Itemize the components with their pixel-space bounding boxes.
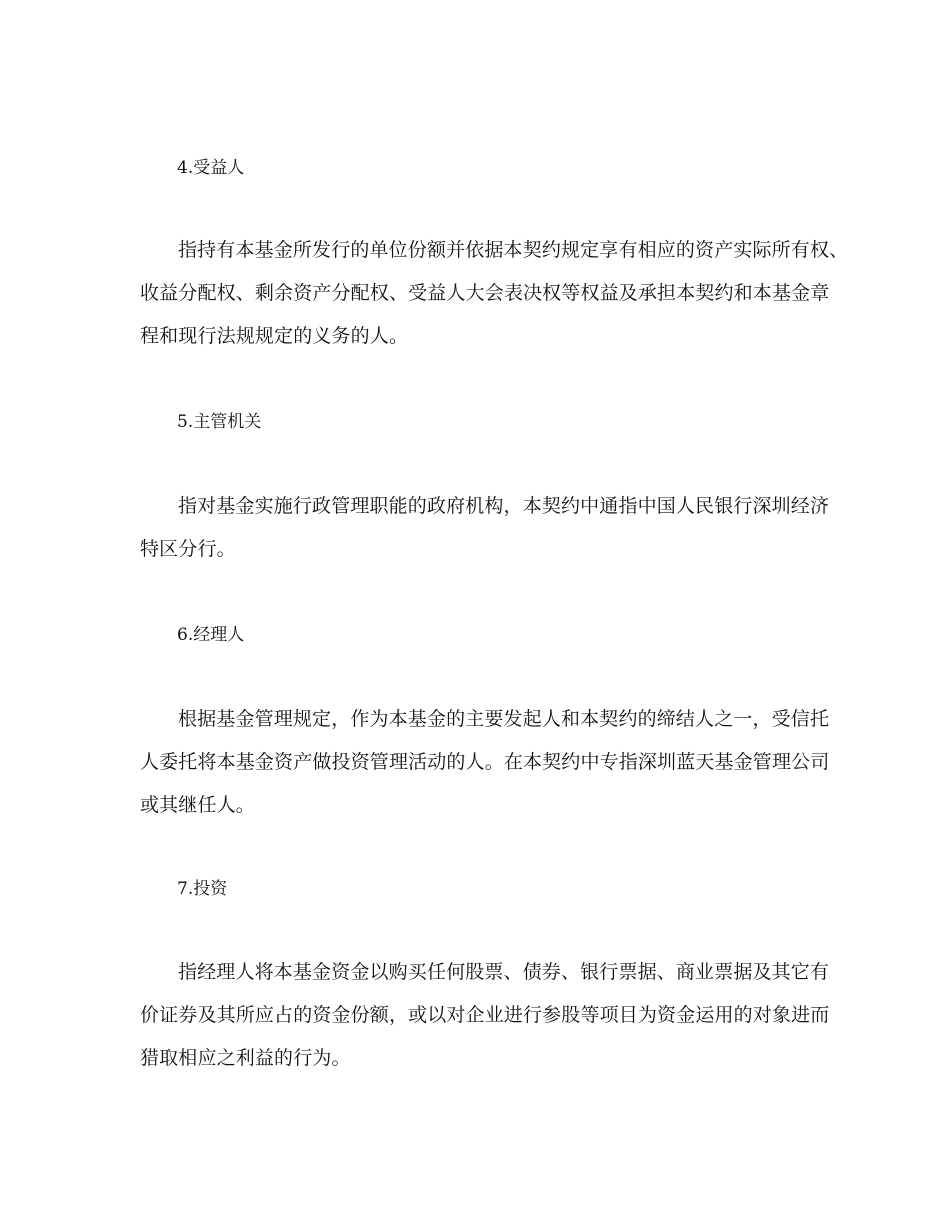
paragraph-line: 指持有本基金所发行的单位份额并依据本契约规定享有相应的资产实际所有权、: [178, 239, 849, 261]
section-heading-6: 6.经理人: [177, 625, 245, 645]
paragraph-line: 指经理人将本基金资金以购买任何股票、债券、银行票据、商业票据及其它有: [178, 961, 830, 983]
section-heading-4: 4.受益人: [177, 158, 245, 178]
paragraph-line: 根据基金管理规定，作为本基金的主要发起人和本契约的缔结人之一，受信托: [178, 708, 830, 730]
paragraph-line: 猎取相应之利益的行为。: [140, 1047, 351, 1069]
section-heading-7: 7.投资: [177, 879, 228, 899]
paragraph-line: 特区分行。: [140, 538, 236, 560]
section-paragraph-4: [140, 229, 849, 358]
paragraph-line: 收益分配权、剩余资产分配权、受益人大会表决权等权益及承担本契约和本基金章: [140, 282, 830, 304]
paragraph-line: 或其继任人。: [140, 794, 255, 816]
paragraph-line: 人委托将本基金资产做投资管理活动的人。在本契约中专指深圳蓝天基金管理公司: [140, 751, 830, 773]
section-paragraph-6: [140, 698, 830, 827]
paragraph-line: 程和现行法规规定的义务的人。: [140, 325, 409, 347]
section-heading-5: 5.主管机关: [177, 412, 262, 432]
paragraph-line: 价证券及其所应占的资金份额，或以对企业进行参股等项目为资金运用的对象进而: [140, 1004, 830, 1026]
paragraph-line: 指对基金实施行政管理职能的政府机构，本契约中通指中国人民银行深圳经济: [178, 495, 830, 517]
section-paragraph-7: [140, 951, 830, 1080]
section-paragraph-5: [140, 485, 830, 571]
